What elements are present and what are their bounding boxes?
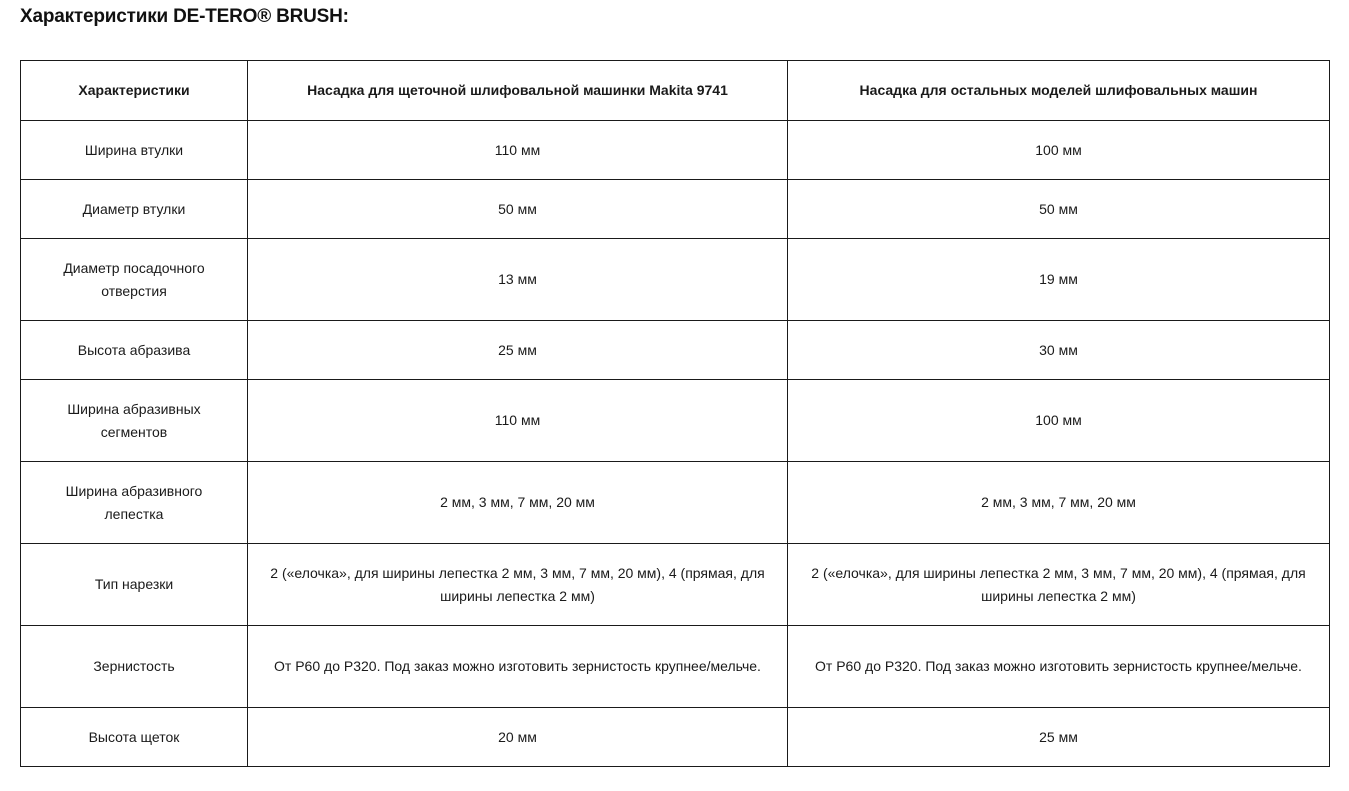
other-value: 19 мм: [788, 239, 1330, 321]
makita-value: 25 мм: [248, 321, 788, 380]
other-value: 2 мм, 3 мм, 7 мм, 20 мм: [788, 462, 1330, 544]
column-header-other-models-attachment: Насадка для остальных моделей шлифовальных машин: [788, 61, 1330, 121]
table-row: [21, 626, 1330, 708]
page-title: Характеристики DE-TERO® BRUSH:: [20, 6, 349, 27]
table-row: [21, 321, 1330, 380]
other-value: 50 мм: [788, 180, 1330, 239]
makita-value: 110 мм: [248, 380, 788, 462]
makita-value: От P60 до P320. Под заказ можно изготовить зернистость крупнее/мельче.: [248, 626, 788, 708]
other-value: 25 мм: [788, 708, 1330, 767]
other-value: 100 мм: [788, 121, 1330, 180]
row-label: Высота щеток: [21, 708, 248, 767]
table-header-row: [21, 61, 1330, 121]
row-label: Ширина абразивных сегментов: [21, 380, 248, 462]
column-header-makita-attachment: Насадка для щеточной шлифовальной машинки Makita 9741: [248, 61, 788, 121]
table-row: [21, 121, 1330, 180]
makita-value: 13 мм: [248, 239, 788, 321]
table-row: [21, 708, 1330, 767]
other-value: 2 («елочка», для ширины лепестка 2 мм, 3 мм, 7 мм, 20 мм), 4 (прямая, для ширины лепестка 2 мм): [788, 544, 1330, 626]
table-row: [21, 180, 1330, 239]
makita-value: 50 мм: [248, 180, 788, 239]
makita-value: 2 («елочка», для ширины лепестка 2 мм, 3 мм, 7 мм, 20 мм), 4 (прямая, для ширины лепестка 2 мм): [248, 544, 788, 626]
makita-value: 2 мм, 3 мм, 7 мм, 20 мм: [248, 462, 788, 544]
table-row: [21, 462, 1330, 544]
makita-value: 20 мм: [248, 708, 788, 767]
row-label: Высота абразива: [21, 321, 248, 380]
table-row: [21, 239, 1330, 321]
table-row: [21, 380, 1330, 462]
table-row: [21, 544, 1330, 626]
column-header-characteristics: Характеристики: [21, 61, 248, 121]
makita-value: 110 мм: [248, 121, 788, 180]
other-value: 100 мм: [788, 380, 1330, 462]
other-value: От P60 до P320. Под заказ можно изготовить зернистость крупнее/мельче.: [788, 626, 1330, 708]
row-label: Ширина втулки: [21, 121, 248, 180]
other-value: 30 мм: [788, 321, 1330, 380]
row-label: Диаметр посадочного отверстия: [21, 239, 248, 321]
row-label: Диаметр втулки: [21, 180, 248, 239]
row-label: Ширина абразивного лепестка: [21, 462, 248, 544]
spec-table: [20, 60, 1330, 767]
row-label: Зернистость: [21, 626, 248, 708]
row-label: Тип нарезки: [21, 544, 248, 626]
